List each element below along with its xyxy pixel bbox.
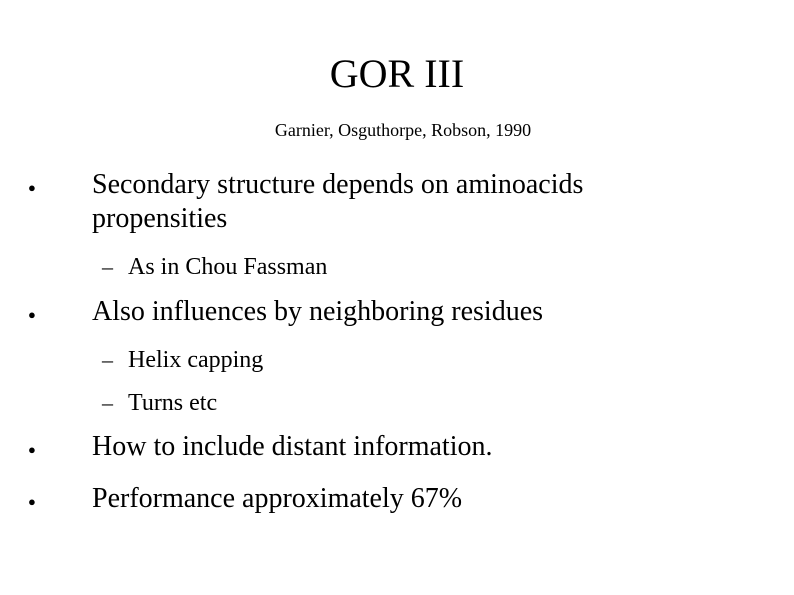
bullet-text: Secondary structure depends on aminoacids [92,169,584,200]
bullet-text: How to include distant information. [92,431,493,462]
bullet-icon: ● [28,180,36,195]
sub-bullet-text: As in Chou Fassman [128,254,328,280]
slide-title-text: GOR III [329,51,465,96]
bullet-text: Performance approximately 67% [92,483,463,514]
dash-icon: – [102,390,113,415]
bullet-text-continuation: propensities [92,203,228,234]
sub-bullet-text: Turns etc [128,390,218,416]
sub-bullet-text: Helix capping [128,347,264,373]
bullet-icon: ● [28,494,36,509]
slide-subtitle-text: Garnier, Osguthorpe, Robson, 1990 [274,120,532,140]
bullet-icon: ● [28,307,36,322]
dash-icon: – [102,254,113,279]
bullet-icon: ● [28,442,36,457]
dash-icon: – [102,347,113,372]
slide-title [0,50,794,98]
slide-subtitle [0,119,794,141]
bullet-text: Also influences by neighboring residues [92,296,544,327]
